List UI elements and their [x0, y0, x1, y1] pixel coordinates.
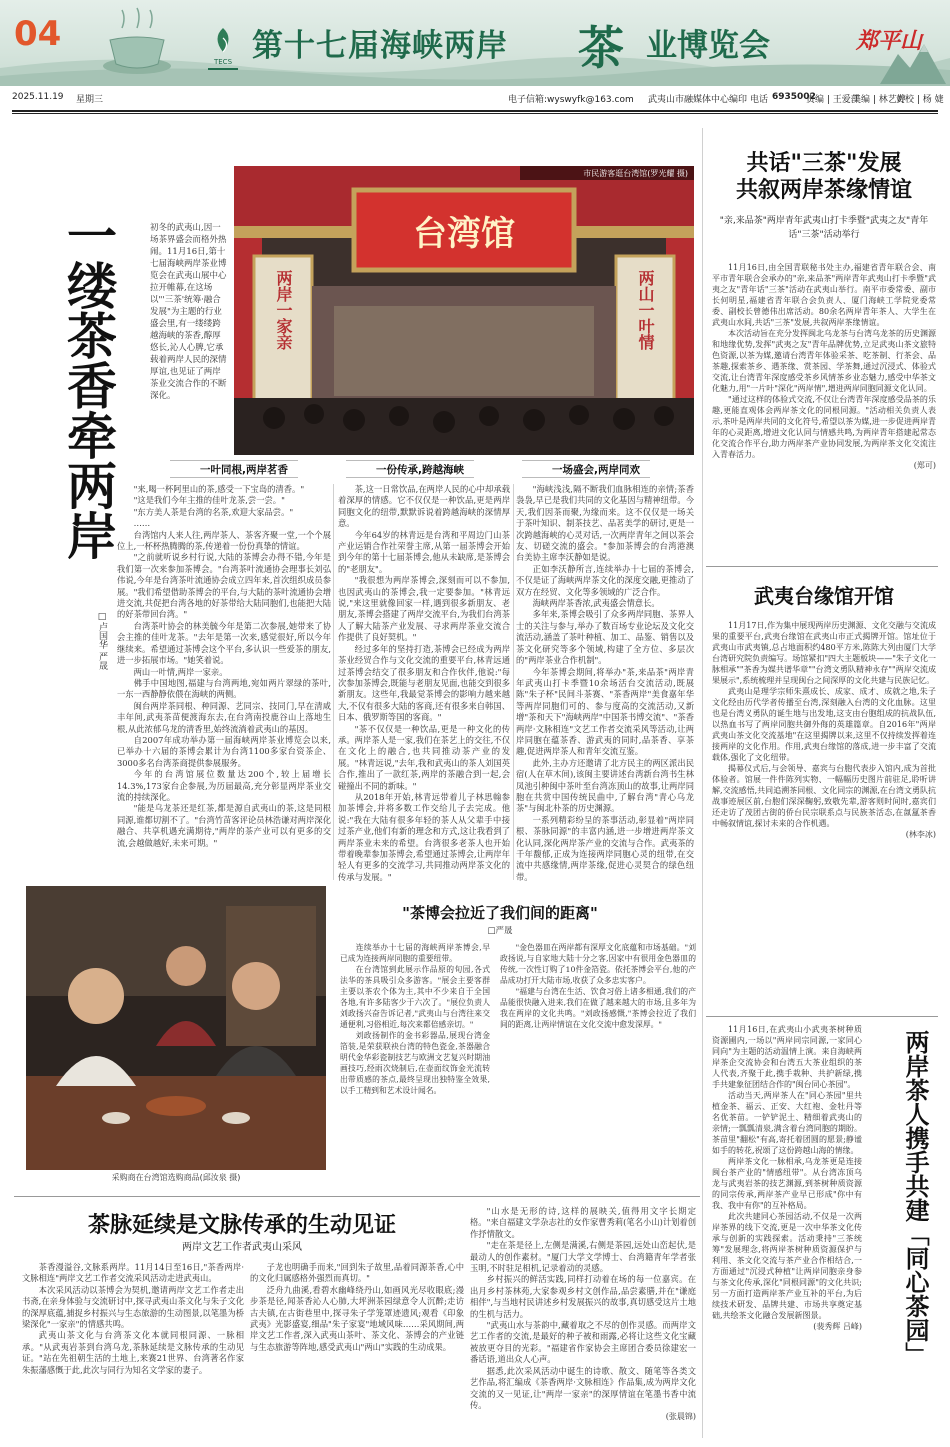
quote-story-body-1: [340, 942, 490, 1174]
issue-weekday: 星期三: [76, 95, 104, 105]
paragraph: 一系列精彩纷呈的茶事活动,彰显着"两岸同根、茶脉同源"的丰富内涵,进一步增进两岸茶文化认同,深化两岸茶产业的交流与合作。武夷茶的千年馥郁,正成为连接两岸同胞心灵的纽带,在交流中共感缘情,两岸茶缘,促进心灵契合的绿色纽带。: [516, 814, 694, 882]
paragraph: 多年来,茶博会吸引了众多两岸同胞、茶界人士的关注与参与,举办了数百场专业论坛及文化交流活动,涵盖了茶叶种植、加工、品鉴、销售以及茶文化研究等多个领域,构建了全方位、多层次的"两岸茶业合作机制"。: [516, 609, 694, 666]
email: 电子信箱:wyswyfk@163.com: [508, 95, 634, 105]
paragraph: 11月17日,作为集中展现两岸历史渊源、文化交融与交流成果的重要平台,武夷台缘馆在武夷山市正式揭牌开馆。馆址位于武夷山市武夷镇,总占地面积约480平方米,陈陈大列由厦门大学台湾研究院负责编写。场馆紧扣"四大主题板块——"朱子文化一脉相承""茶香为媒共谱华章""台湾文勇队精神永存""两岸交流成果展示",系统梳理并呈现闽台之间深厚的文化共建与民族记忆。: [712, 621, 936, 685]
paragraph: 武夷山是理学宗师朱熹成长、成家、成才、成就之地,朱子文化经由历代学者传播至台湾,深刻融入台湾的文化血脉。这里也是台湾义勇队的诞生地与出发地,这支由台胞组成的抗战队伍,以热血书写了两岸同胞共御外侮的英雄篇章。自2016年"两岸武夷山茶文化交流基地"在这里揭牌以来,这里不仅持续发挥着连接两岸的文化作用。作用,武夷台缘馆的落成,进一步丰富了交流载体,强化了文化纽带。: [712, 687, 936, 762]
paragraph: "能是乌龙茶还是红茶,都是源自武夷山的茶,这是同根同源,谁都切割不了。"台湾竹苗客评论员林浩谦对两岸深化融合、共享机遇充满期待,"两岸的茶产业可以有更多的交流,会越做越好,未来可期。": [117, 803, 331, 848]
logo-label: TECS: [213, 58, 233, 66]
paragraph: 在台湾馆到此展示作品原的旬园,各式法华的茶具吸引众多游客。"展会主要客群主要以茶农个体为主,其中不少来自于全国各地,有许多陆客少于六次了。"展位负责人刘政扬兴奋告诉记者,"武夷山与台湾往来交通便利,习俗相近,每次来都倍感亲切。": [340, 965, 490, 1029]
paragraph: 两岸茶文化一脉相承,乌龙茶更是连接闽台茶产业的"情感纽带"。从台湾冻顶乌龙与武夷岩茶的技艺渊源,到茶树种质资源的同宗传承,两岸茶产业早已形成"你中有我、我中有你"的互补格局。: [712, 1157, 862, 1210]
paragraph: 茶香漫溢谷,文脉系两岸。11月14日至16日,"茶香两岸·文脉相连"两岸文艺工作者交流采风活动走进武夷山。: [22, 1262, 244, 1284]
paragraph: 活动当天,两岸茶人在"同心茶园"里共植金茶、福云、正安、大红袍、金牡丹等名优茶苗。一铲铲泥土、精细着武夷山的亲情;一瓢瓢清泉,满含着台湾同胞的期盼。茶苗里"翻松"有高,寄托着团圆的愿景;静谧如手的转花,祝颂了这份跨越山海的情缘。: [712, 1091, 862, 1155]
paragraph: "海峡浅浅,隔不断我们血脉相连的亲情;茶香袅袅,早已是我们共同的文化基因与精神纽带。今天,我们因茶而聚,为缘而来。这不仅仅是一场关于茶叶知识、制茶技艺、品茗美学的研讨,更是一次跨越海峡的心灵对话,一次两岸青年之间以茶会友、切磋交流的盛会。"参加茶博会的台湾港澳台美协主席李沃静如是说。: [516, 484, 694, 563]
paragraph: 自2007年成功举办第一届海峡两岸茶业博览会以来,已举办十六届的茶博会累计为台湾1100多家台资茶企、3000多名台湾茶商提供参展服务。: [117, 734, 331, 768]
pavilion-banner-left: 两岸一家亲: [274, 270, 293, 350]
right-story-1-headline-line-2: 共叙两岸茶缘情谊: [735, 177, 912, 203]
paragraph: 本次活动旨在充分发挥闽北乌龙茶与台湾乌龙茶的历史渊源和地缘优势,发挥"武夷之友"青年品牌优势,立足武夷山茶文旅特色资源,以茶为媒,邀请台湾青年体验采茶、吃茶制、行茶会、品茶趣,探索茶乡、遇茶缘、赏茶园、学茶舞,通过沉浸式、体验式交流,让台湾青年深度感受茶乡风情茶乡业态魅力,感受中华茶文化魅力,用"一片叶"深化"两岸情",增进两岸同胞同源文化认同。: [712, 329, 936, 393]
bottom-body-3: [470, 1206, 696, 1442]
pavilion-sign: 台湾馆: [413, 214, 515, 254]
paragraph: 正如李沃静所言,连续举办十七届的茶博会,不仅是证了海峡两岸茶文化的深度交融,更推动了双方在经贸、文化等多领域的广泛合作。: [516, 563, 694, 597]
bottom-body-1: [22, 1262, 244, 1442]
masthead-title-suffix: 业博览会: [646, 28, 770, 64]
masthead-title-prefix: 第十七届海峡两岸: [252, 28, 508, 64]
info-bar: [12, 92, 944, 108]
paragraph: 台湾茶叶协会的林美毓今年是第二次参展,她带来了协会主推的佳叶龙茶。"去年是第一次来,感觉很好,所以今年继续来。希望通过茶博会这个平台,多认识一些爱茶的朋友,进一步拓展市场。"她笑着说。: [117, 620, 331, 666]
mountain-decoration: [880, 36, 946, 84]
phone-number: 6935002: [772, 92, 816, 102]
paragraph: 11月16日,由全国青联秘书处主办,福建省青年联合会、南平市青年联合会承办的"亲,来品茶"两岸青年武夷山打卡季暨"武夷之友"青年话"三茶"活动在武夷山举行。南平市委常委、副市长何明星,福建省青年联合会负责人、厦门海峡工学院党委常委、副校长曾德伟出席活动。80余名两岸青年茶人、大学生在武夷山水间,共话"三茶"发展,共叙两岸茶缘情谊。: [712, 263, 936, 327]
expo-logo-icon: [204, 24, 242, 74]
header-rule: [12, 110, 938, 112]
right-story-2-body: [712, 620, 936, 1012]
right-story-3-headline: 两岸茶人携手共建「同心茶园」: [901, 1030, 930, 1366]
paragraph: "这是我们今年主推的佳叶龙茶,尝一尝。": [133, 495, 285, 506]
paragraph: "走在茶是径上,左侧是满溪,右侧是茶园,远处山峦起伏,是最动人的创作素材。"厦门大学文学博士、台湾籍青年学者张玉明,不时驻足相机,记录着动的灵感。: [470, 1240, 696, 1274]
paragraph: "武夷山水与茶韵中,藏着取之不尽的创作灵感。而两岸文艺工作者的交流,是最好的种子被和雨露,必将让这些文化宝藏被放更夺目的光彩。"福建省作家协会主席团合委员徐建宏一番话语,道出众人心声。: [470, 1320, 696, 1365]
paragraph: 闽台两岸茶同根、种同源、艺同宗、技同门,早在清咸丰年间,武夷茶苗便渡海东去,在台湾南投鹿谷山上落地生根,从此浓郁乌龙的清香里,始终流淌着武夷山的基因。: [117, 700, 331, 734]
paragraph: 佛手中国地图,福建与台湾两地,宛如两片翠绿的茶叶,一东一西静静依偎在海峡的两侧。: [117, 677, 331, 700]
paragraph: 11月16日,在武夷山小武夷茶树种质资源圃内,一场以"两岸同宗同源,一家同心同向"为主题的活动温情上演。来自海峡两岸茶企交流协会和台湾五大茶业组织的茶人代表,齐聚于此,携手栽种、共护新绿,携手共建象征团结合作的"闽台同心茶园"。: [712, 1025, 862, 1089]
section-title-1: 一叶同根,两岸茗香: [170, 460, 298, 478]
author-credit: (林李冰): [905, 830, 936, 839]
phone-label: 电话: [750, 95, 769, 105]
paragraph: 台湾馆内人来人往,两岸茶人、茶客齐聚一堂,一个个展位上,一杯杯热腾腾的茶,传递着一份份真挚的情谊。: [117, 529, 331, 552]
right-story-2-headline: 武夷台缘馆开馆: [754, 584, 894, 608]
publisher: 武夷山市融媒体中心编印: [648, 95, 748, 105]
buyers-photo-caption: 采购商在台湾馆选购商品(邱汝泉 摄): [111, 1173, 241, 1182]
editor: 责编 | 王爱萍: [806, 95, 860, 105]
section-body-3: [516, 484, 694, 882]
paragraph: 海峡两岸茶香浓,武夷盛会情意长。: [532, 598, 660, 609]
column-divider: [333, 484, 334, 880]
paragraph: 本次采风活动以茶博会为契机,邀请两岸文艺工作者走出书斋,在亲身体验与交流研讨中,探寻武夷山茶文化与朱子文化的深厚底蕴,捕捉乡村振兴与生态旅游的生动图景,以笔墨为桥梁深化"一家亲"的情感共鸣。: [22, 1284, 244, 1330]
paragraph: 连续举办十七届的海峡两岸茶博会,早已成为连接两岸同胞的重要纽带。: [340, 943, 490, 963]
right-story-1-body: [712, 262, 936, 558]
proofreader: 责校 | 杨 婕: [896, 95, 944, 105]
bottom-subhead: 两岸文艺工作者武夷山采风: [182, 1242, 302, 1253]
section-body-2: [338, 484, 510, 882]
paragraph: 揭幕仪式后,与会领导、嘉宾与台胞代表步入馆内,成为首批体验者。馆展一件件陈列实物、一幅幅历史图片前驻足,聆听讲解,交流感悟,共同追溯茶同根、文化同宗的渊源,在台湾文勇队抗战事迹展区前,台胞们深深鞠躬,致敬先辈,游客则时间时,嘉宾们还走访了茂团古街的侨台民宗联系点与民族茶活态,在氤氲茶香中畅叙情谊,探讨未来的合作机遇。: [712, 764, 936, 828]
taiwan-pavilion-photo: [234, 166, 694, 455]
paragraph: 刘政扬制作的金书彩器品,展现台湾金箔装,是荣获联袂台湾的特色瓷金,茶器融合明代金华彩瓷制技艺与欧洲文艺复兴时期油画技巧,经雨次烧制后,在壶面纹饰金光流转出带质感的茶点,最终呈现出独特鉴全效果,以手工精到和艺术设计闻名。: [340, 1031, 490, 1095]
right-story-1-headline-line-1: 共话"三茶"发展: [746, 150, 902, 176]
designer: 美编 | 林艺婷: [852, 95, 906, 105]
main-byline: □卢国华 严晟: [97, 612, 107, 670]
main-headline: 一缕茶香牵两岸: [59, 210, 118, 560]
photo-caption: 市民游客逛台湾馆(罗光耀 摄): [520, 166, 694, 180]
paragraph: 此次共建同心茶园活动,不仅是一次两岸茶界的线下交流,更是一次中华茶文化传承与创新的实践探索。活动秉持"三茶统筹"发展理念,将两岸茶树种质资源保护与利用、茶文化交流与茶产业合作相结合,一方面通过"沉浸式种植"让两岸同胞亲身参与茶文化传承,深化"同根同源"的文化共识;另一方面打造两岸茶产业互补的平台,为后续技术研发、品牌共建、市场共享奠定基础,共绘茶文化融合发展新图景。: [712, 1212, 862, 1320]
bottom-headline: 茶脉延续是文脉传承的生动见证: [87, 1212, 396, 1238]
right-story-1-headline: [710, 150, 938, 204]
paragraph: 子龙也明确手而来,"回到朱子故里,品着同源茶香,心中的文化归属感格外强烈而真切。": [250, 1262, 464, 1284]
paragraph: "金色器皿在两岸都有深厚文化底蕴和市场基础。"刘政扬说,与自家地大陆十分之客,因家中有很用金色器皿的传统,一次性订购了10件金箔瓷。依托茶博会平台,他的产品成功打开大陆市场,收获了众多忠实客户。: [500, 943, 696, 985]
page-number: 04: [14, 14, 62, 54]
column-divider: [702, 128, 703, 1438]
quote-story-body-2: [500, 942, 696, 1174]
paragraph: "茶不仅仅是一种饮品,更是一种文化的传承。两岸茶人是一家,我们在茶艺上的交往,不仅在文化上的融合,也共同推动茶产业的发展。"林青远说,"去年,我和武夷山的茶人刘国英合作,推出了一款红茶,两岸的茶融合到一起,会碰撞出不同的新味。": [338, 723, 510, 791]
pavilion-banner-right: 两山一叶情: [636, 270, 655, 350]
section-rule: [706, 1016, 938, 1017]
paragraph: 泛舟九曲溪,看碧水幽峰绕丹山,如画风光尽收眼底;漫步茶是径,闻茶香沁人心肺,大坪洲茶园绿意令人沉醉;走访古夫镇,在古街巷里中,探寻朱子学笼罩迹遗风;观看《印象武夷》光影盛宴,细品"朱子家宴"地域风味……采风期间,两岸文艺工作者,深入武夷山茶叶、茶文化、茶博会的产业链与生态旅游等阵地,感受武夷山"两山"实践的生动成果。: [250, 1284, 464, 1352]
tea-cup-decoration: [92, 6, 182, 80]
author-credit: (张晨锦): [665, 1412, 696, 1422]
buyers-illustration: [26, 886, 326, 1170]
paragraph: 从2018年开始,林青远带着儿子林思翰参加茶博会,并将多数工作交给儿子去完成。他说:"我在大陆有很多年轻的茶人从父辈手中接过茶产业,他们有新的理念和方式,这让我看到了两岸茶业未来的希望。台湾很多老茶人也开始带着晚辈参加茶博会,希望通过茶博会,让两岸年轻人有更多的交流学习,共同推动两岸茶文化的传承与发展。": [338, 791, 510, 882]
paragraph: "通过这样的体验式交流,不仅让台湾青年深度感受品茶的乐趣,更能直观体会两岸茶文化的同根同源。"活动相关负责人表示,茶叶是两岸共同的文化符号,希望以茶为媒,进一步促进两岸青年的心灵距离,增进文化认同与情感共鸣,为两岸青年搭建起常态化交流合作平台,助力两岸茶产业协同发展,为两岸茶文化交流注入青春活力。: [712, 395, 936, 459]
paragraph: 武夷山茶文化与台湾茶文化本就同根同源、一脉相承。"从武夷岩茶到台湾乌龙,茶脉延续是文脉传承的生动见证。"站在先祖朝生活的土地上,来赛21世界、台湾著名作家朱振藩感慨于此,此次与同行为知名文学家的妻子。: [22, 1330, 244, 1375]
column-divider: [513, 484, 514, 880]
paragraph: 此外,主办方还邀请了北方民主的两区派出民宿(人在草木间),该闽主要讲述台湾新台湾书生林凤池引种闽中茶叶至台湾冻顶山的故事,让两岸同胞在共赏中国传统民曲中,了解台湾"青心乌龙茶"与闽北朴茶的历史渊源。: [516, 757, 694, 814]
issue-date: 2025.11.19: [12, 92, 64, 102]
buyers-photo: [26, 886, 326, 1170]
section-rule: [706, 566, 938, 567]
main-intro: 初冬的武夷山,因一场茶界盛会而格外热闹。11月16日,第十七届海峡两岸茶业博览会在武夷山展中心拉开帷幕,在这场以"'三茶'统筹·融合发展"为主题的行业盛会里,有一缕缕跨越海峡的茶香,醇厚悠长,沁人心脾,它承载着两岸人民的深情厚谊,也见证了两岸茶业交流合作的不断深化。: [150, 223, 227, 401]
author-credit: (裴秀辉 吕峰): [813, 1322, 862, 1331]
section-title-2: 一份传承,跨越海峡: [346, 460, 474, 478]
author-credit: (郑可): [913, 461, 936, 470]
paragraph: 两山一叶情,两岸一家亲。: [133, 666, 228, 677]
bottom-body-2: [250, 1262, 464, 1442]
paragraph: "福建与台湾在生活、饮食习俗上诸多相通,我们的产品能很快融入进来,我们在做了越来越大的市场,且多年为我在两岸的文化共鸣。"刘政扬感慨,"茶博会拉近了我们间的距离,让两岸情谊在文化交流中愈发深厚。": [500, 987, 696, 1029]
right-story-1-subhead: "亲,来品茶"两岸青年武夷山打卡季暨"武夷之友"青年话"三茶"活动举行: [719, 216, 929, 240]
quote-story-headline: "茶博会拉近了我们间的距离": [402, 904, 598, 922]
paragraph: "来,喝一杯阿里山的茶,感受一下宝岛的清香。": [133, 484, 305, 494]
section-body-1: [117, 484, 331, 880]
paragraph: 今年茶博会期间,将举办"茶,来品茶"两岸青年武夷山打卡季暨10余场活台交流活动,既展陈"朱子杯"民间斗茶赛、"茶香两岸"美食嘉年华等两岸同胞们可的、参与度高的交流活动,又新增"茶和天下"海峡两岸"中国茶书博交流"、"茶香两岸·文脉相连"文艺工作者交流采风等活动,让两岸同胞在蕴茶香、游武夷的同时,品茶香、享茶趣,促进两岸茶人和青年交流互鉴。: [516, 666, 694, 757]
paragraph: "我很想为两岸茶博会,深刻而可以不参加,也因武夷山的茶博会,我一定要参加。"林青远说,"来这里就像回家一样,遇到很多新朋友、老朋友,茶博会搭建了两岸交流平台,为我们台湾茶人了解大陆茶产业发展、寻求两岸茶业交流合作提供了良好契机。": [338, 575, 510, 643]
quote-story-byline: □严晟: [487, 926, 513, 936]
paragraph: "之前就听说乡村行说,大陆的茶博会办得不错,今年是我们第一次来参加茶博会。"台湾茶叶流通协会理事长刘弘伟说,今年是台湾茶叶流通协会成立四年来,首次组织成员参展。"我们希望借助茶博会的平台,与大陆的茶叶流通协会增进交流,共促把台湾各地的好茶带给大陆同胞们,也能把大陆的好茶带回台湾。": [117, 552, 331, 620]
paragraph: 乡村振兴的鲜活实践,同样打动着在场的每一位嘉宾。在出月乡村茶林苑,大家参观乡村文创作品,品尝素膳,并在"谦庭相伴",与当地村民讲述乡村发展振兴的故事,真切感受这片土地的生机与活力。: [470, 1274, 696, 1319]
paragraph: "山水是无形的诗,这样的展映关,值得用文字长期定格。"来自福建文学杂志社的女作家曹秀莉(笔名小山)计划着创作抒情散文。: [470, 1206, 696, 1239]
paragraph: 经过多年的坚持打造,茶博会已经成为两岸茶业经贸合作与文化交流的重要平台,林青远通过茶博会结交了很多朋友和合作伙伴,他说:"每次参加茶博会,既能与老朋友见面,也能交到很多新朋友。这些年,我最觉茶博会的影响力越来越大,不仅有很多大陆的客商,还有很多来自韩国、日本、俄罗斯等国的客商。": [338, 643, 510, 723]
paragraph: 茶,这一日常饮品,在两岸人民的心中却承载着深厚的情感。它不仅仅是一种饮品,更是两岸同胞文化的纽带,默默诉说着跨越海峡的深情厚意。: [338, 484, 510, 529]
paragraph: "东方美人茶是台湾的名茶,欢迎大家品尝。": [133, 506, 294, 517]
section-rule: [14, 1196, 700, 1197]
section-title-3: 一场盛会,两岸同欢: [522, 460, 650, 478]
paragraph: 今年64岁的林青远是台湾和平周边门山茶产业运销合作社荣誉主席,从第一届茶博会开始到今年的第十七届茶博会,他从未缺席,是茶博会的"老朋友"。: [338, 529, 510, 574]
paragraph: ……: [133, 518, 151, 529]
paragraph: 今年的台湾馆展位数量达200个,较上届增长14.3%,173家台企参展,为历届最高,充分彰显两岸茶业交流的持续深化。: [117, 769, 331, 802]
masthead: [0, 0, 950, 86]
masthead-tea-character: 茶: [578, 21, 624, 75]
brand-script-logo: 郑平山: [856, 28, 923, 54]
header-rule-thin: [12, 113, 938, 114]
right-story-3-body: [712, 1024, 862, 1438]
paragraph: 据悉,此次采风活动中诞生的诗歌、散文、随笔等各类文艺作品,将汇编成《茶香两岸·文脉相连》作品集,成为两岸文化交流的又一见证,让"两岸一家亲"的深厚情谊在笔墨书香中流传。: [470, 1365, 696, 1410]
